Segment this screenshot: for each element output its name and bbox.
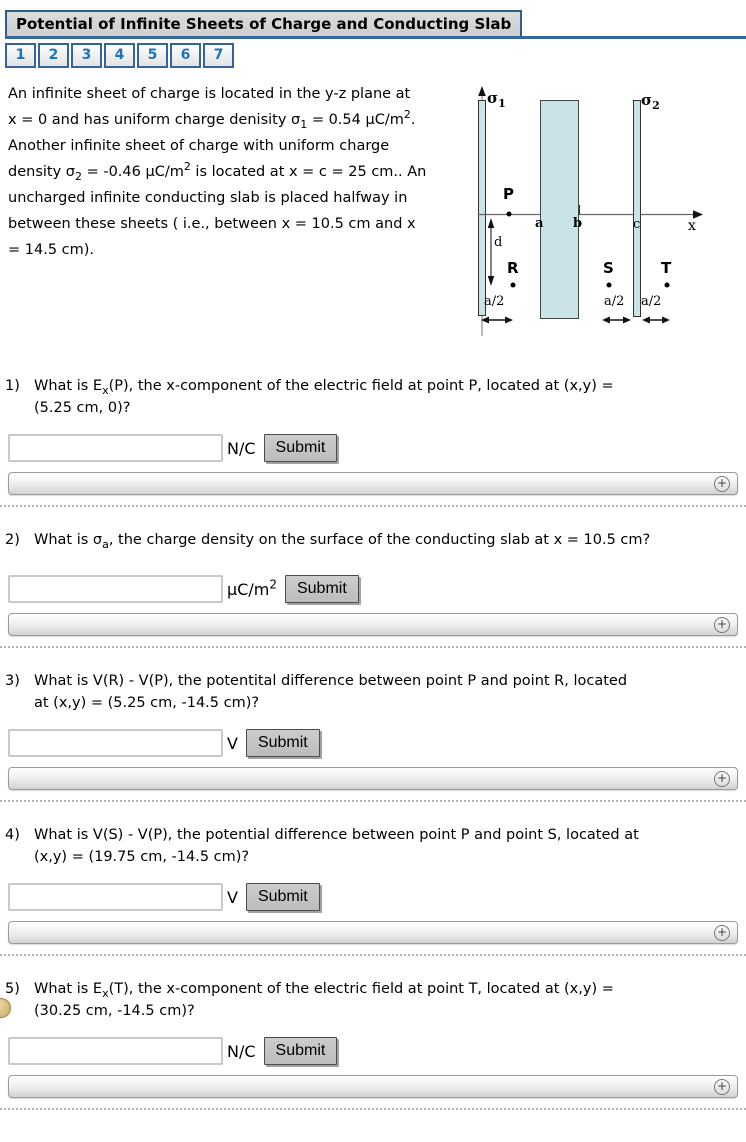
half-a-label-middle: a/2: [604, 294, 625, 309]
problem-tab-7[interactable]: 7: [203, 43, 234, 68]
dotted-separator: [0, 646, 746, 648]
unit-label: $\mu C/m^2$: [227, 577, 277, 599]
problem-tab-6[interactable]: 6: [170, 43, 201, 68]
unit-label: V: [227, 887, 238, 907]
submit-button-q5[interactable]: Submit: [264, 1037, 338, 1065]
questions-list: [5, 375, 738, 1110]
question-block-5: [5, 978, 738, 1110]
submit-button-q1[interactable]: Submit: [264, 434, 338, 462]
answer-row: [8, 883, 738, 911]
question-block-1: [5, 375, 738, 507]
question-text: [5, 529, 738, 551]
x-axis-label: x: [688, 218, 696, 234]
question-text: [5, 670, 738, 714]
answer-input-q3[interactable]: [8, 729, 223, 757]
answer-row: [8, 575, 738, 603]
answer-row: [8, 434, 738, 462]
expand-plus-icon[interactable]: +: [714, 771, 730, 787]
slab-edge-a-label: a: [535, 216, 544, 231]
unit-label: V: [227, 733, 238, 753]
sigma2-label: $\sigma_2$: [641, 91, 660, 112]
question-text: [5, 978, 738, 1022]
point-t-label: T: [661, 259, 672, 277]
physics-diagram: [476, 86, 746, 338]
question-block-4: [5, 824, 738, 956]
question-body: What is $E_x(P)$, the x-component of the electric field at point P, located at (x,y) = (5.25 cm, 0)?: [34, 378, 614, 416]
submit-button-q2[interactable]: Submit: [285, 575, 359, 603]
answer-input-q2[interactable]: [8, 575, 223, 603]
question-number: 1): [5, 378, 20, 394]
point-r-label: R: [507, 259, 519, 277]
half-a-label-right: a/2: [641, 294, 662, 309]
feedback-accordion-q2[interactable]: [8, 613, 738, 636]
answer-row: [8, 729, 738, 757]
question-body: What is V(S) - V(P), the potential difference between point P and point S, located at (x,y) = (19.75 cm, -14.5 cm)?: [34, 827, 639, 865]
problem-statement: An infinite sheet of charge is located in the y-z plane at x = 0 and has uniform charge denisity $\sigma_1 = 0.54$ $\mu C/m^2$. Another infinite sheet of charge with uniform charge density $\sigma_2 = -0.46$ $\mu C/m^2$ is located at x = c = 25 cm.. An uncharged infinite conducting slab is placed halfway in between these sheets ( i.e., between x = 10.5 cm and x = 14.5 cm).: [8, 86, 427, 258]
question-text: [5, 375, 738, 419]
dotted-separator: [0, 1108, 746, 1110]
lesson-title-tab: Potential of Infinite Sheets of Charge and Conducting Slab: [5, 10, 522, 36]
answer-row: [8, 1037, 738, 1065]
feedback-accordion-q3[interactable]: [8, 767, 738, 790]
question-number: 5): [5, 981, 20, 997]
submit-button-q3[interactable]: Submit: [246, 729, 320, 757]
problem-tabs: [5, 43, 746, 68]
feedback-accordion-q4[interactable]: [8, 921, 738, 944]
problem-tab-5[interactable]: 5: [137, 43, 168, 68]
expand-plus-icon[interactable]: +: [714, 925, 730, 941]
answer-input-q1[interactable]: [8, 434, 223, 462]
question-number: 2): [5, 532, 20, 548]
question-text: [5, 824, 738, 868]
expand-plus-icon[interactable]: +: [714, 617, 730, 633]
title-row: [5, 10, 746, 39]
question-body: What is V(R) - V(P), the potentital difference between point P and point R, located at (x,y) = (5.25 cm, -14.5 cm)?: [34, 673, 628, 711]
question-number: 4): [5, 827, 20, 843]
answer-input-q4[interactable]: [8, 883, 223, 911]
dotted-separator: [0, 505, 746, 507]
problem-tab-3[interactable]: 3: [71, 43, 102, 68]
question-block-3: [5, 670, 738, 802]
slab-edge-b-label: b: [573, 216, 583, 231]
problem-tab-1[interactable]: 1: [5, 43, 36, 68]
point-p-label: P: [503, 185, 514, 203]
expand-plus-icon[interactable]: +: [714, 1079, 730, 1095]
problem-tab-2[interactable]: 2: [38, 43, 69, 68]
unit-label: N/C: [227, 438, 256, 458]
unit-label: N/C: [227, 1041, 256, 1061]
dotted-separator: [0, 800, 746, 802]
feedback-accordion-q1[interactable]: [8, 472, 738, 495]
dotted-separator: [0, 954, 746, 956]
sheet-c-label: c: [633, 217, 641, 232]
problem-tab-4[interactable]: 4: [104, 43, 135, 68]
question-body: What is $\sigma_a$, the charge density on the surface of the conducting slab at x = 10.5 cm?: [34, 532, 651, 551]
submit-button-q4[interactable]: Submit: [246, 883, 320, 911]
question-block-2: [5, 529, 738, 648]
answer-input-q5[interactable]: [8, 1037, 223, 1065]
half-a-label-left: a/2: [484, 294, 505, 309]
sigma1-label: $\sigma_1$: [487, 89, 506, 110]
feedback-accordion-q5[interactable]: [8, 1075, 738, 1098]
question-body: What is $E_x(T)$, the x-component of the electric field at point T, located at (x,y) = (30.25 cm, -14.5 cm)?: [34, 981, 614, 1019]
question-number: 3): [5, 673, 20, 689]
distance-d-label: d: [494, 235, 503, 250]
expand-plus-icon[interactable]: +: [714, 476, 730, 492]
point-s-label: S: [603, 259, 614, 277]
